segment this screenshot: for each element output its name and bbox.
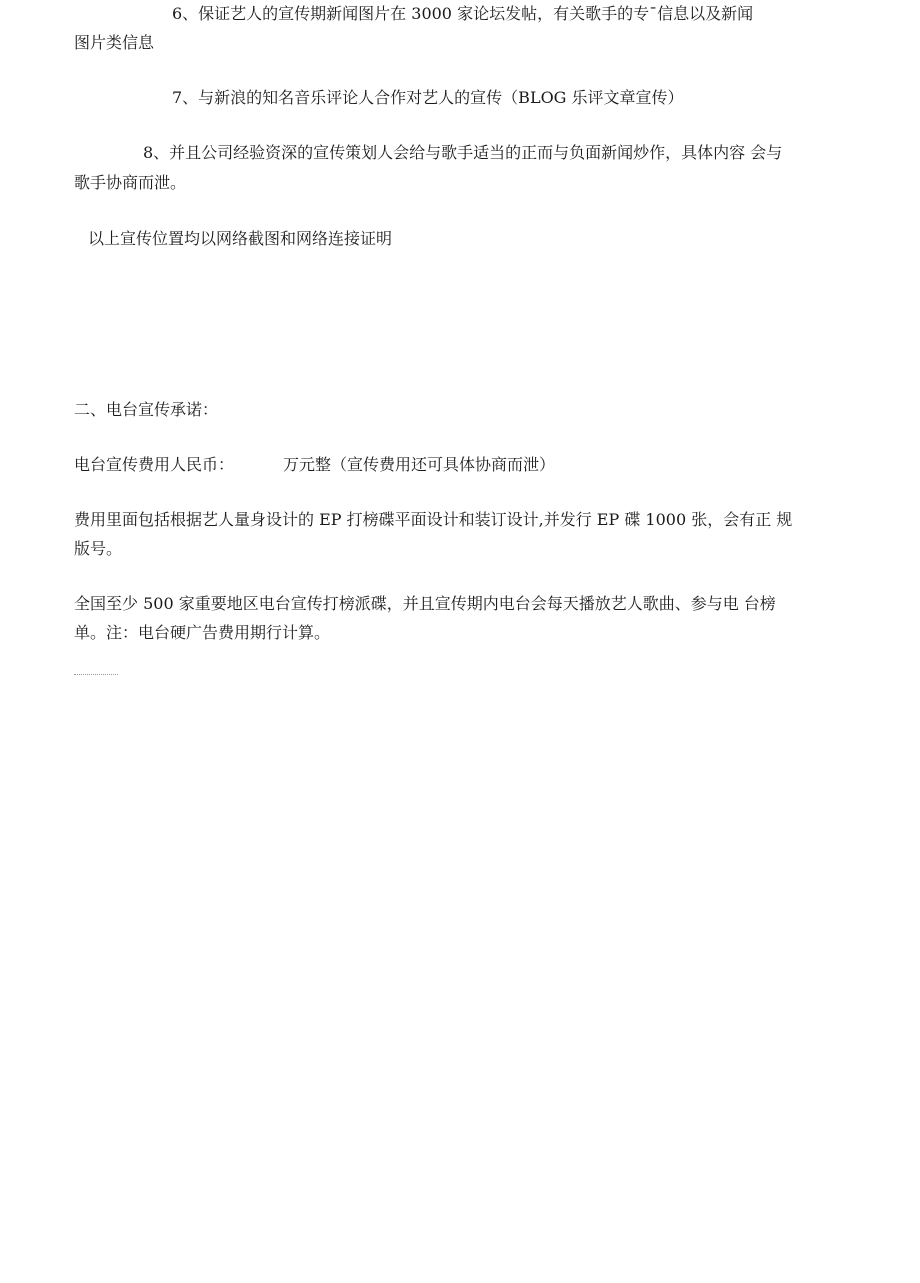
item-8-line-1: 8、并且公司经验资深的宣传策划人会给与歌手适当的正而与负面新闻炒作，具体内容 会与 — [143, 143, 783, 162]
fee-value: 万元整（宣传费用还可具体协商而泄） — [283, 455, 556, 474]
item-8-line-2: 歌手协商而泄。 — [74, 173, 187, 192]
includes-line-2: 版号。 — [74, 539, 123, 558]
coverage-line-1: 全国至少 500 家重要地区电台宣传打榜派碟，并且宣传期内电台会每天播放艺人歌曲、参与电 台榜 — [74, 594, 776, 613]
includes-line-1: 费用里面包括根据艺人量身设计的 EP 打榜碟平面设计和装订设计,并发行 EP 碟 1000 张，会有正 规 — [74, 510, 793, 529]
coverage-line-2: 单。注：电台硬广告费用期行计算。 — [74, 623, 331, 642]
item-7-line-1: 7、与新浪的知名音乐评论人合作对艺人的宣传（BLOG 乐评文章宣传） — [172, 88, 684, 107]
fee-label: 电台宣传费用人民币： — [74, 455, 235, 474]
dotted-divider — [74, 674, 118, 675]
proof-note: 以上宣传位置均以网络截图和网络连接证明 — [88, 229, 393, 248]
section-2-heading: 二、电台宣传承诺： — [74, 400, 219, 419]
item-6-line-2: 图片类信息 — [74, 33, 155, 52]
item-6-line-1: 6、保证艺人的宣传期新闻图片在 3000 家论坛发帖，有关歌手的专ˉ信息以及新闻 — [172, 4, 754, 23]
